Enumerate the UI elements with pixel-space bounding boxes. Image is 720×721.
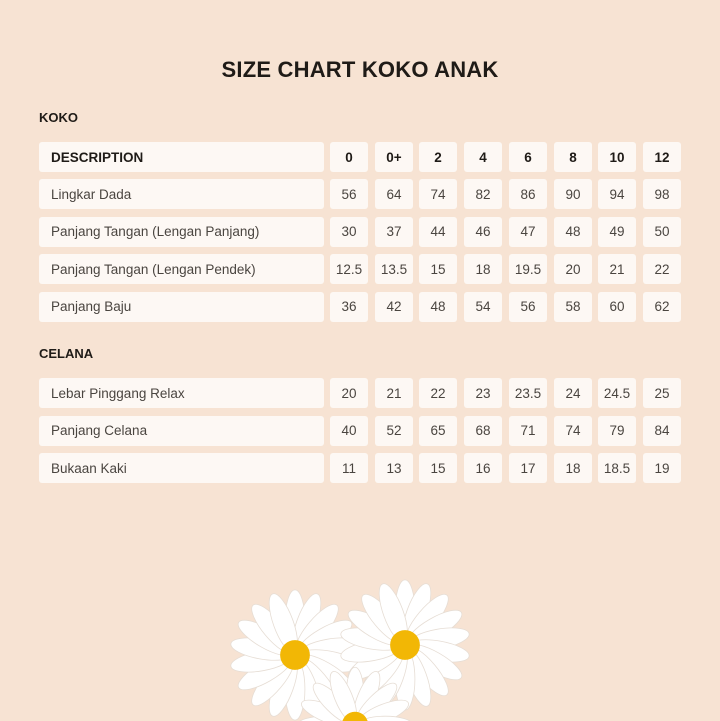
table-cell: 54 xyxy=(464,292,502,322)
table-header-cell: 0 xyxy=(330,142,368,172)
page-title: SIZE CHART KOKO ANAK xyxy=(221,57,499,82)
section-label-celana: CELANA xyxy=(39,346,94,361)
table-cell: 65 xyxy=(419,416,457,446)
table-cell: 36 xyxy=(330,292,368,322)
table-cell: 60 xyxy=(598,292,636,322)
table-header-cell: 4 xyxy=(464,142,502,172)
row-description: Panjang Tangan (Lengan Pendek) xyxy=(39,254,324,284)
table-cell: 64 xyxy=(375,179,413,209)
table-cell: 44 xyxy=(419,217,457,247)
table-cell: 42 xyxy=(375,292,413,322)
table-cell: 74 xyxy=(554,416,592,446)
table-cell: 18 xyxy=(464,254,502,284)
table-cell: 16 xyxy=(464,453,502,483)
row-description: Panjang Celana xyxy=(39,416,324,446)
row-description: Panjang Tangan (Lengan Panjang) xyxy=(39,217,324,247)
table-cell: 19.5 xyxy=(509,254,547,284)
table-cell: 84 xyxy=(643,416,681,446)
table-cell: 24 xyxy=(554,378,592,408)
table-cell: 20 xyxy=(330,378,368,408)
table-header-cell: DESCRIPTION xyxy=(39,142,324,172)
table-cell: 21 xyxy=(598,254,636,284)
table-header-cell: 0+ xyxy=(375,142,413,172)
table-header-cell: 12 xyxy=(643,142,681,172)
table-cell: 49 xyxy=(598,217,636,247)
table-cell: 37 xyxy=(375,217,413,247)
table-cell: 86 xyxy=(509,179,547,209)
table-cell: 11 xyxy=(330,453,368,483)
table-cell: 48 xyxy=(419,292,457,322)
table-cell: 13.5 xyxy=(375,254,413,284)
table-cell: 58 xyxy=(554,292,592,322)
table-cell: 22 xyxy=(643,254,681,284)
table-cell: 25 xyxy=(643,378,681,408)
table-cell: 21 xyxy=(375,378,413,408)
daisy-flowers-icon xyxy=(230,575,500,721)
table-cell: 18 xyxy=(554,453,592,483)
table-cell: 12.5 xyxy=(330,254,368,284)
table-cell: 82 xyxy=(464,179,502,209)
table-cell: 23.5 xyxy=(509,378,547,408)
table-cell: 90 xyxy=(554,179,592,209)
table-cell: 47 xyxy=(509,217,547,247)
section-label-koko: KOKO xyxy=(39,110,78,125)
table-cell: 74 xyxy=(419,179,457,209)
table-cell: 18.5 xyxy=(598,453,636,483)
table-cell: 30 xyxy=(330,217,368,247)
table-cell: 23 xyxy=(464,378,502,408)
table-cell: 56 xyxy=(509,292,547,322)
table-cell: 71 xyxy=(509,416,547,446)
table-cell: 46 xyxy=(464,217,502,247)
table-header-cell: 6 xyxy=(509,142,547,172)
table-cell: 15 xyxy=(419,453,457,483)
table-cell: 62 xyxy=(643,292,681,322)
table-header-cell: 10 xyxy=(598,142,636,172)
table-cell: 20 xyxy=(554,254,592,284)
row-description: Panjang Baju xyxy=(39,292,324,322)
table-cell: 48 xyxy=(554,217,592,247)
table-cell: 50 xyxy=(643,217,681,247)
table-cell: 52 xyxy=(375,416,413,446)
table-cell: 94 xyxy=(598,179,636,209)
table-cell: 79 xyxy=(598,416,636,446)
table-cell: 19 xyxy=(643,453,681,483)
table-cell: 40 xyxy=(330,416,368,446)
row-description: Lebar Pinggang Relax xyxy=(39,378,324,408)
table-cell: 98 xyxy=(643,179,681,209)
row-description: Bukaan Kaki xyxy=(39,453,324,483)
table-cell: 17 xyxy=(509,453,547,483)
table-header-cell: 2 xyxy=(419,142,457,172)
table-cell: 22 xyxy=(419,378,457,408)
row-description: Lingkar Dada xyxy=(39,179,324,209)
table-cell: 15 xyxy=(419,254,457,284)
table-header-cell: 8 xyxy=(554,142,592,172)
table-cell: 24.5 xyxy=(598,378,636,408)
table-cell: 13 xyxy=(375,453,413,483)
table-cell: 68 xyxy=(464,416,502,446)
table-cell: 56 xyxy=(330,179,368,209)
